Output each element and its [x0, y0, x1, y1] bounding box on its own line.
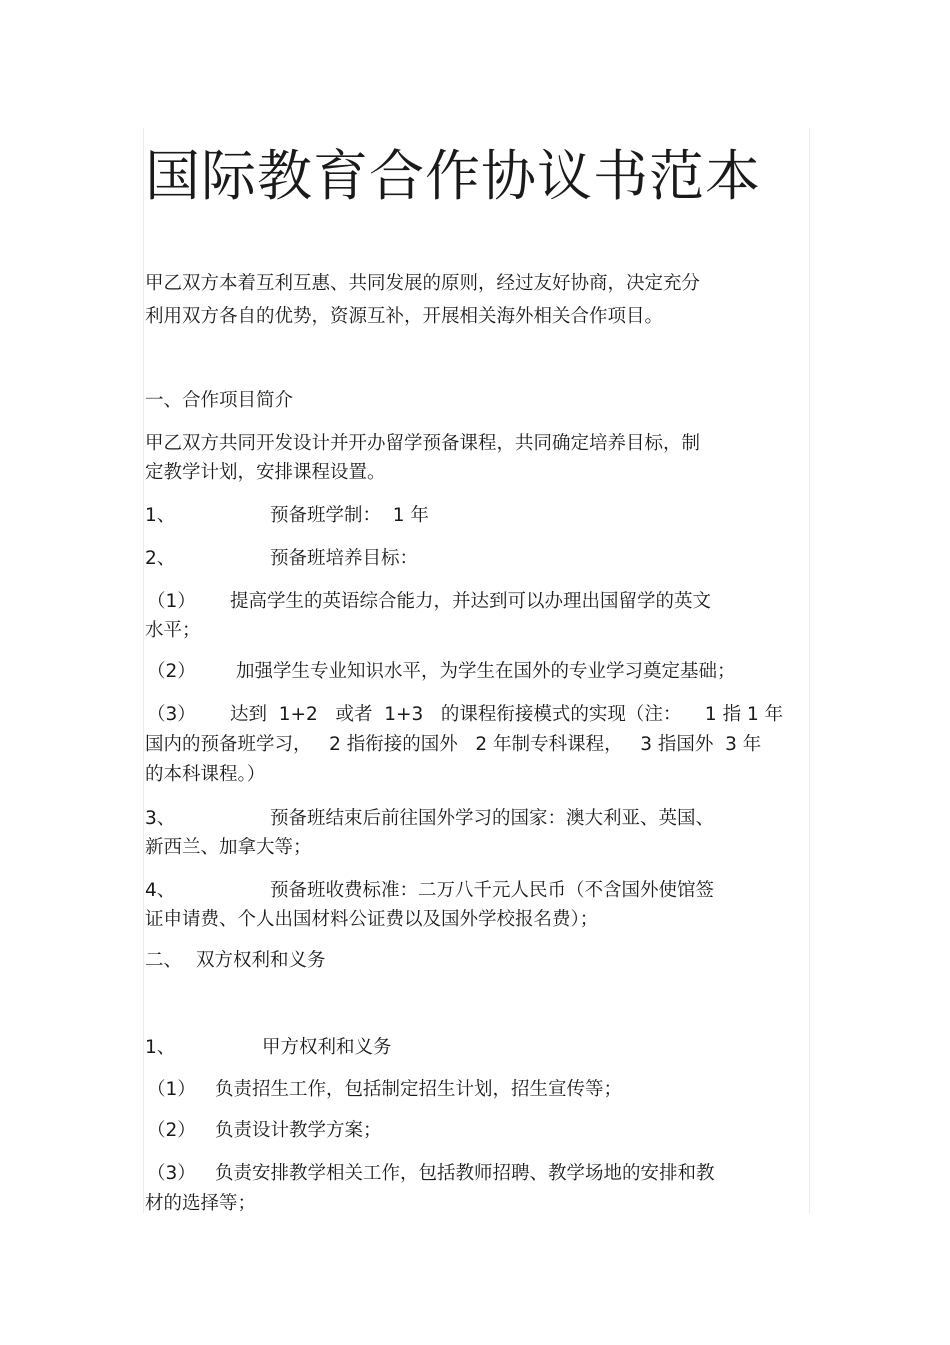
goal-text: 国内的预备班学习， 2 指衔接的国外 2 年制专科课程， 3 指国外 3 年	[145, 734, 762, 755]
list-item-number: 4、	[145, 880, 176, 901]
body-line: 甲乙双方共同开发设计并开办留学预备课程，共同确定培养目标，制	[145, 433, 701, 454]
goal-text: 的本科课程。）	[145, 764, 266, 785]
section-heading: 双方权利和义务	[196, 950, 326, 971]
goal-text: 水平；	[145, 620, 201, 641]
goal-text: 提高学生的英语综合能力，并达到可以办理出国留学的英文	[230, 591, 712, 612]
intro-line: 利用双方各自的优势，资源互补，开展相关海外相关合作项目。	[145, 306, 664, 327]
goal-number: （3）	[147, 704, 196, 725]
goal-number: （1）	[147, 591, 196, 612]
duty-number: （2）	[147, 1120, 196, 1141]
document-title: 国际教育合作协议书范本	[145, 144, 762, 208]
list-item-text: 证申请费、个人出国材料公证费以及国外学校报名费）；	[145, 909, 599, 930]
list-item-text: 预备班培养目标：	[270, 548, 419, 569]
list-item-number: 3、	[145, 808, 176, 829]
body-line: 定教学计划，安排课程设置。	[145, 462, 386, 483]
list-item-text: 预备班收费标准：二万八千元人民币（不含国外使馆签	[270, 880, 715, 901]
list-item-number: 1、	[145, 505, 176, 526]
section-heading: 一、合作项目简介	[145, 390, 294, 411]
intro-line: 甲乙双方本着互利互惠、共同发展的原则，经过友好协商，决定充分	[145, 273, 701, 294]
duty-text: 材的选择等；	[145, 1193, 257, 1214]
list-item-number: 1、	[145, 1037, 176, 1058]
duty-number: （1）	[147, 1079, 196, 1100]
goal-number: （2）	[147, 661, 196, 682]
duty-text: 负责安排教学相关工作，包括教师招聘、教学场地的安排和教	[215, 1163, 715, 1184]
section-heading-number: 二、	[145, 950, 183, 971]
duty-number: （3）	[147, 1163, 196, 1184]
list-item-text: 甲方权利和义务	[262, 1037, 392, 1058]
list-item-text: 新西兰、加拿大等；	[145, 837, 312, 858]
goal-text: 加强学生专业知识水平，为学生在国外的专业学习奠定基础；	[236, 661, 736, 682]
duty-text: 负责招生工作，包括制定招生计划，招生宣传等；	[215, 1079, 623, 1100]
duty-text: 负责设计教学方案；	[215, 1120, 382, 1141]
list-item-text: 预备班学制： 1 年	[270, 505, 429, 526]
list-item-number: 2、	[145, 548, 176, 569]
goal-text: 达到 1+2 或者 1+3 的课程衔接模式的实现（注： 1 指 1 年	[230, 704, 784, 725]
list-item-text: 预备班结束后前往国外学习的国家：澳大利亚、英国、	[270, 808, 715, 829]
